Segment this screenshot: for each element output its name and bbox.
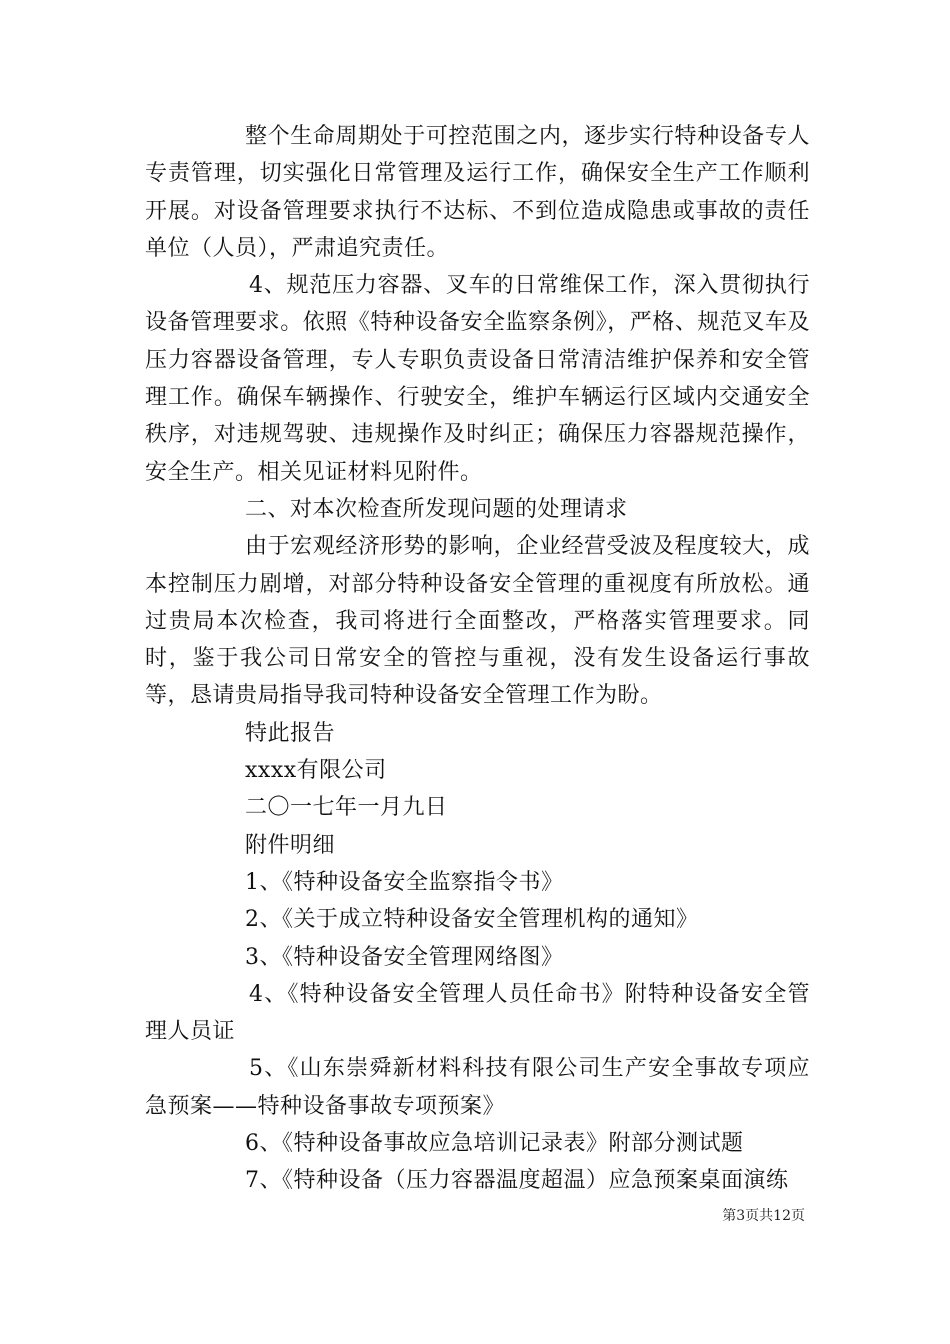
closing-phrase: 特此报告	[245, 720, 336, 746]
paragraph-item-4-maintenance: 4、规范压力容器、叉车的日常维保工作，深入贯彻执行设备管理要求。依照《特种设备安全监察条例》，严格、规范叉车及压力容器设备管理，专人专职负责设备日常清洁维护保养和安全管理工作。确保车辆操作、行驶安全，维护车辆运行区域内交通安全秩序，对违规驾驶、违规操作及时纠正；确保压力容器规范操作，安全生产。相关见证材料见附件。	[145, 273, 810, 485]
document-body	[145, 118, 810, 1200]
page-number-footer: 第3页共12页	[722, 1208, 805, 1224]
document-date: 二〇一七年一月九日	[245, 795, 448, 821]
attachment-item: 4、《特种设备安全管理人员任命书》附特种设备安全管理人员证	[145, 981, 810, 1045]
paragraph-lifecycle-management: 整个生命周期处于可控范围之内，逐步实行特种设备专人专责管理，切实强化日常管理及运行工作，确保安全生产工作顺利开展。对设备管理要求执行不达标、不到位造成隐患或事故的责任单位（人员），严肃追究责任。	[145, 124, 810, 261]
section-heading-processing-request: 二、对本次检查所发现问题的处理请求	[245, 496, 628, 522]
attachment-item: 2、《关于成立特种设备安全管理机构的通知》	[245, 907, 699, 933]
attachment-item: 5、《山东崇舜新材料科技有限公司生产安全事故专项应急预案——特种设备事故专项预案》	[145, 1056, 810, 1119]
company-name: xxxx有限公司	[245, 758, 387, 784]
attachment-item: 3、《特种设备安全管理网络图》	[245, 944, 564, 970]
attachment-item: 6、《特种设备事故应急培训记录表》附部分测试题	[245, 1131, 744, 1157]
paragraph-economic-situation: 由于宏观经济形势的影响，企业经营受波及程度较大，成本控制压力剧增，对部分特种设备安全管理的重视度有所放松。通过贵局本次检查，我司将进行全面整改，严格落实管理要求。同时，鉴于我公司日常安全的管控与重视，没有发生设备运行事故等，恳请贵局指导我司特种设备安全管理工作为盼。	[145, 534, 810, 709]
attachment-item: 1、《特种设备安全监察指令书》	[245, 869, 564, 895]
attachment-item: 7、《特种设备（压力容器温度超温）应急预案桌面演练	[245, 1168, 789, 1194]
attachments-heading: 附件明细	[245, 832, 336, 858]
